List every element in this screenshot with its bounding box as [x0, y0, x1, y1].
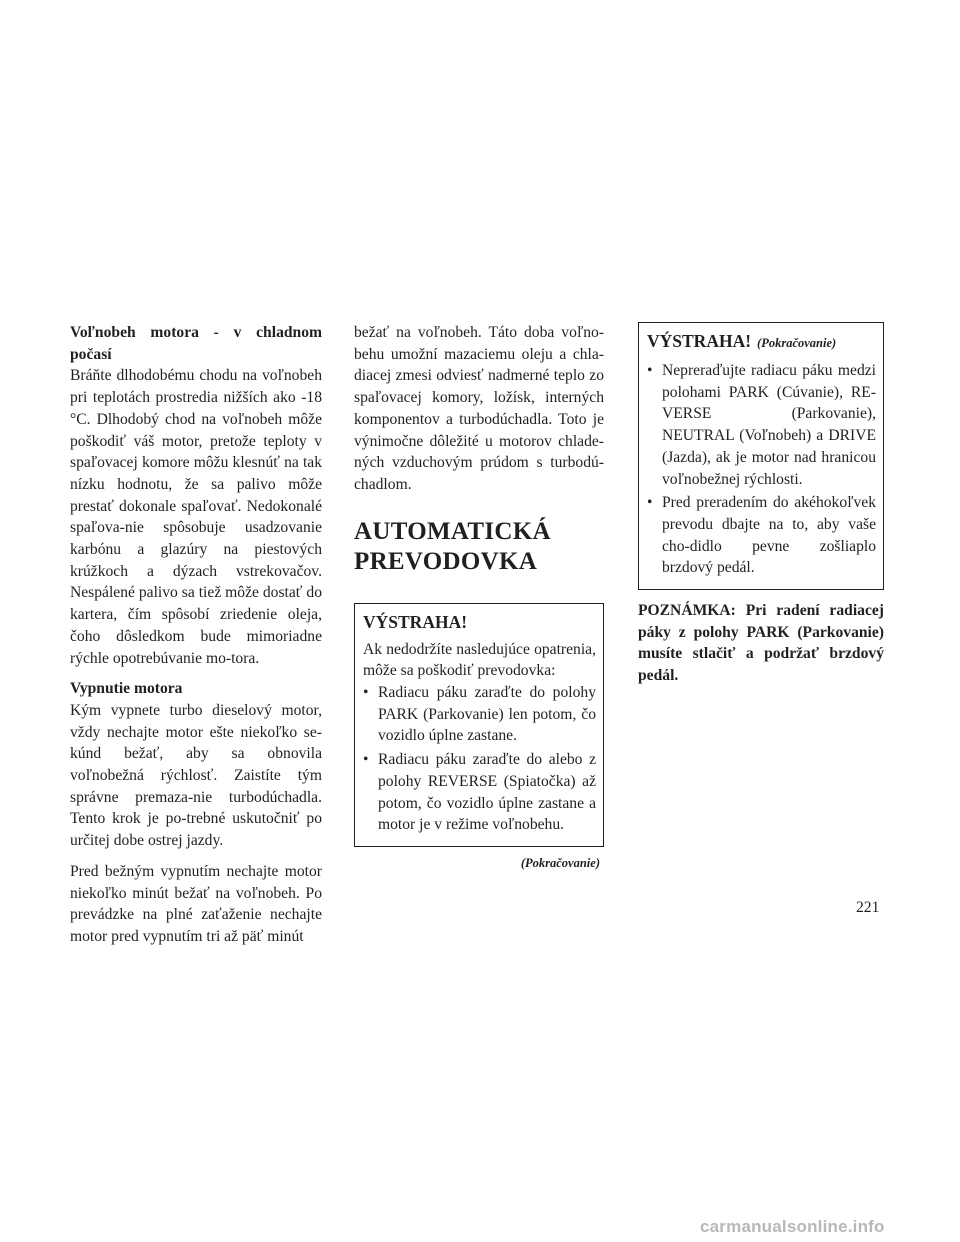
- section-title-line1: AUTOMATICKÁ: [354, 517, 551, 545]
- engine-shutdown-paragraph: Kým vypnete turbo dieselový motor, vždy nechajte motor ešte niekoľko se-kúnd bežať, aby sa obnovila voľnobežná rýchlosť. Zaistíte tým správne premaza-nie turbodúchadla. Tento krok je po-trebné uskutočniť po určitej dobe ostrej jazdy.: [70, 701, 322, 850]
- warning-box-continued: [638, 322, 884, 590]
- idle-continuation-paragraph: bežať na voľnobeh. Táto doba voľno-behu umožní mazaciemu oleju a chla-diacej zmesi odviesť nadmerné teplo zo spaľovacej komory, ložísk, interných komponentov a turbodúchadla. Toto je výnimočne dôležité u motorov chlade-ných vzduchovým prúdom s turbodú-chadlom.: [354, 324, 604, 493]
- watermark: carmanualsonline.info: [700, 1217, 885, 1236]
- warning-box: [354, 603, 604, 847]
- warning-item: • Nepreraďujte radiacu páku medzi polohami PARK (Cúvanie), RE-VERSE (Parkovanie), NEUTRAL (Voľnobeh) a DRIVE (Jazda), ak je motor nad hranicou voľnobežnej rýchlosti.: [647, 360, 876, 490]
- warning-item: • Radiacu páku zaraďte do polohy PARK (Parkovanie) len potom, čo vozidlo úplne zastane.: [363, 682, 596, 747]
- left-column: [70, 322, 322, 957]
- engine-shutdown-heading: Vypnutie motora: [70, 680, 183, 698]
- warning-item: • Radiacu páku zaraďte do alebo z polohy REVERSE (Spiatočka) až potom, čo vozidlo úplne zastane a motor je v režime voľnobehu.: [363, 749, 596, 836]
- right-column: [638, 322, 884, 687]
- section-title-line2: PREVODOVKA: [354, 547, 538, 575]
- warning-title: VÝSTRAHA!: [363, 611, 468, 632]
- cold-idle-paragraph: Bráňte dlhodobému chodu na voľnobeh pri teplotách prostredia nižších ako -18 °C. Dlhodobý chod na voľnobeh môže poškodiť váš motor, pretože teploty v spaľovacej komore môžu klesnúť na tak nízku hodnotu, že sa palivo môže prestať dokonale spaľovať. Nedokonalé spaľova-nie spôsobuje usadzovanie karbónu a glazúry na piestových krúžkoch a dýzach vstrekovačov. Nespálené palivo sa tiež môže dostať do kartera, čím spôsobí zriedenie oleja, čoho dôsledkom bude mimoriadne rýchle opotrebúvanie mo-tora.: [70, 367, 322, 667]
- warning-list: [647, 360, 876, 579]
- page-number: 221: [856, 899, 880, 916]
- cold-idle-heading: Voľnobeh motora - v chladnom počasí: [70, 324, 322, 363]
- warning-title-suffix: (Pokračovanie): [757, 336, 837, 350]
- warning-title: [647, 329, 876, 355]
- normal-shutdown-paragraph: Pred bežným vypnutím nechajte motor niekoľko minút bežať na voľnobeh. Po prevádzke na plné zaťaženie nechajte motor pred vypnutím tri až päť minút: [70, 862, 322, 945]
- warning-title-text: VÝSTRAHA!: [647, 331, 752, 351]
- continued-label: (Pokračovanie): [520, 855, 600, 870]
- middle-column: [354, 322, 604, 875]
- section-title: [354, 517, 604, 577]
- warning-list: [363, 682, 596, 836]
- warning-intro: Ak nedodržíte nasledujúce opatrenia, môže sa poškodiť prevodovka:: [363, 640, 596, 680]
- warning-item: • Pred preradením do akéhokoľvek prevodu dbajte na to, aby vaše cho-didlo pevne zošliaplo brzdový pedál.: [647, 492, 876, 579]
- note-paragraph: POZNÁMKA: Pri radení radiacej páky z polohy PARK (Parkovanie) musíte stlačiť a podržať brzdový pedál.: [638, 602, 884, 685]
